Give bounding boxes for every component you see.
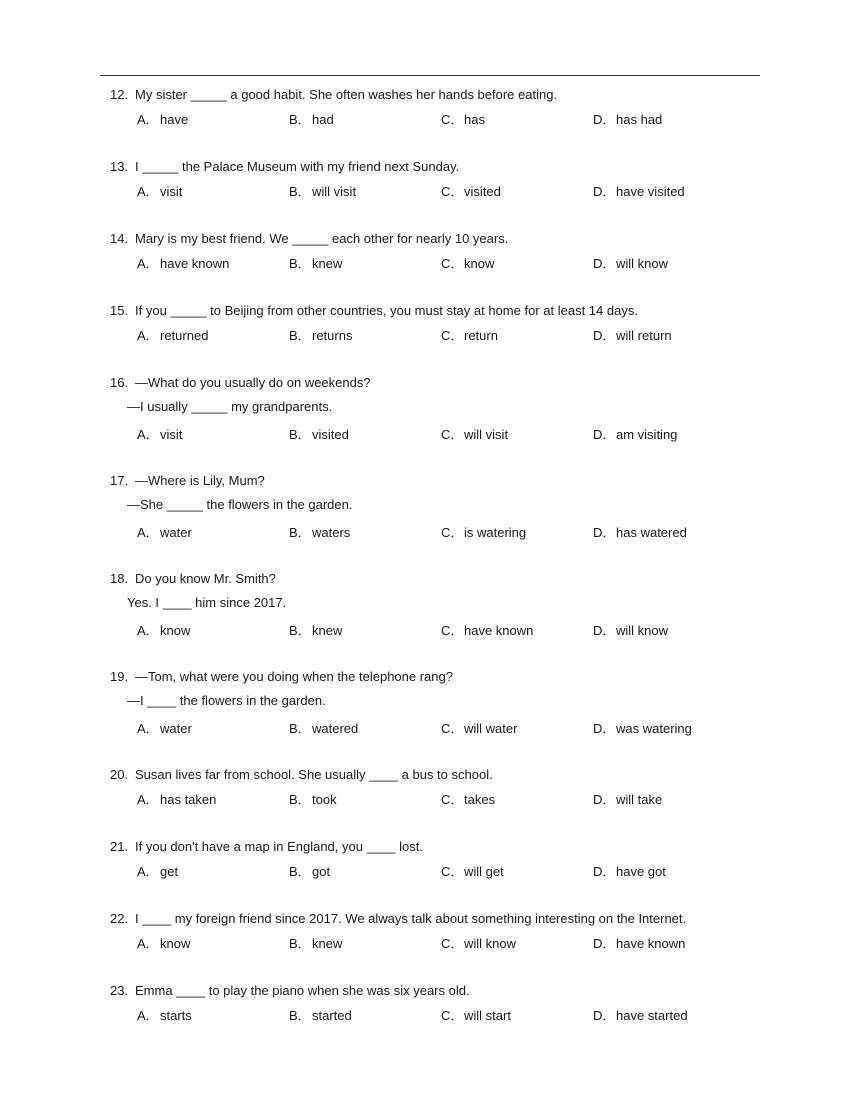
- question-stem: [110, 229, 760, 249]
- option-text: visited: [312, 427, 349, 442]
- option-text: know: [464, 256, 495, 271]
- option-text: have: [160, 112, 189, 127]
- answer-option[interactable]: [137, 420, 289, 450]
- answer-option[interactable]: [289, 420, 441, 450]
- option-letter: C．: [441, 256, 464, 271]
- option-text: took: [312, 792, 337, 807]
- header-rule: [100, 75, 760, 76]
- answer-option[interactable]: [289, 616, 441, 646]
- option-letter: B．: [289, 1008, 311, 1023]
- option-text: knew: [312, 936, 343, 951]
- option-letter: A．: [137, 721, 159, 736]
- question-number: 23.: [110, 983, 129, 998]
- answer-option[interactable]: [593, 249, 745, 279]
- option-letter: B．: [289, 721, 311, 736]
- option-text: know: [160, 623, 191, 638]
- question-stem: [110, 373, 760, 393]
- question-text: —What do you usually do on weekends?: [135, 375, 371, 390]
- question-number: 20.: [110, 767, 129, 782]
- option-letter: C．: [441, 184, 464, 199]
- answer-option[interactable]: [593, 929, 745, 959]
- answer-options: [110, 616, 760, 646]
- question-number: 21.: [110, 839, 129, 854]
- answer-option[interactable]: [137, 929, 289, 959]
- question-item: [110, 471, 760, 548]
- question-item: [110, 569, 760, 646]
- question-text: I _____ the Palace Museum with my friend next Sunday.: [135, 159, 460, 174]
- question-text: If you _____ to Beijing from other countries, you must stay at home for at least 14 days.: [135, 303, 638, 318]
- option-letter: C．: [441, 1008, 464, 1023]
- answer-option[interactable]: [441, 785, 593, 815]
- question-number: 17.: [110, 473, 129, 488]
- question-item: [110, 85, 760, 135]
- option-letter: B．: [289, 864, 311, 879]
- option-text: has: [464, 112, 485, 127]
- option-text: will get: [464, 864, 504, 879]
- option-text: know: [160, 936, 191, 951]
- option-text: will return: [616, 328, 672, 343]
- answer-options: [110, 249, 760, 279]
- question-number: 12.: [110, 87, 129, 102]
- answer-option[interactable]: [441, 105, 593, 135]
- question-stem: [110, 157, 760, 177]
- question-number: 14.: [110, 231, 129, 246]
- answer-option[interactable]: [289, 857, 441, 887]
- option-letter: D．: [593, 525, 616, 540]
- answer-option[interactable]: [289, 518, 441, 548]
- option-text: water: [160, 525, 192, 540]
- answer-options: [110, 321, 760, 351]
- option-text: will start: [464, 1008, 511, 1023]
- option-text: visited: [464, 184, 501, 199]
- option-text: return: [464, 328, 498, 343]
- answer-option[interactable]: [137, 321, 289, 351]
- option-letter: D．: [593, 721, 616, 736]
- option-text: water: [160, 721, 192, 736]
- option-text: is watering: [464, 525, 527, 540]
- dialogue-reply: —I usually _____ my grandparents.: [127, 399, 333, 414]
- question-number: 22.: [110, 911, 129, 926]
- question-item: [110, 667, 760, 744]
- option-text: knew: [312, 623, 343, 638]
- answer-option[interactable]: [593, 1001, 745, 1031]
- answer-option[interactable]: [441, 1001, 593, 1031]
- question-text: —Where is Lily, Mum?: [135, 473, 265, 488]
- option-letter: C．: [441, 721, 464, 736]
- option-letter: B．: [289, 112, 311, 127]
- answer-option[interactable]: [137, 857, 289, 887]
- option-letter: A．: [137, 525, 159, 540]
- option-letter: C．: [441, 936, 464, 951]
- answer-option[interactable]: [593, 321, 745, 351]
- option-letter: C．: [441, 623, 464, 638]
- option-letter: D．: [593, 936, 616, 951]
- answer-option[interactable]: [441, 857, 593, 887]
- answer-option[interactable]: [289, 929, 441, 959]
- option-letter: D．: [593, 1008, 616, 1023]
- question-list: [110, 85, 760, 1053]
- answer-option[interactable]: [289, 249, 441, 279]
- option-letter: A．: [137, 864, 159, 879]
- option-text: returns: [312, 328, 353, 343]
- option-letter: C．: [441, 864, 464, 879]
- option-letter: A．: [137, 256, 159, 271]
- answer-options: [110, 714, 760, 744]
- option-letter: B．: [289, 328, 311, 343]
- question-number: 15.: [110, 303, 129, 318]
- option-letter: A．: [137, 328, 159, 343]
- option-text: have known: [464, 623, 534, 638]
- option-letter: A．: [137, 184, 159, 199]
- answer-option[interactable]: [593, 518, 745, 548]
- answer-options: [110, 105, 760, 135]
- question-stem: [110, 471, 760, 491]
- option-text: have got: [616, 864, 666, 879]
- question-text: I ____ my foreign friend since 2017. We always talk about something interesting on the Internet.: [135, 911, 687, 926]
- question-number: 16.: [110, 375, 129, 390]
- option-text: starts: [160, 1008, 192, 1023]
- question-stem: [110, 837, 760, 857]
- answer-option[interactable]: [441, 714, 593, 744]
- option-text: will take: [616, 792, 663, 807]
- answer-option[interactable]: [137, 249, 289, 279]
- option-text: waters: [312, 525, 351, 540]
- option-letter: B．: [289, 623, 311, 638]
- question-stem: [110, 85, 760, 105]
- answer-option[interactable]: [441, 321, 593, 351]
- option-letter: D．: [593, 864, 616, 879]
- option-letter: C．: [441, 328, 464, 343]
- answer-option[interactable]: [441, 420, 593, 450]
- option-text: will water: [464, 721, 518, 736]
- answer-option[interactable]: [289, 177, 441, 207]
- question-text: Do you know Mr. Smith?: [135, 571, 276, 586]
- option-text: get: [160, 864, 179, 879]
- answer-option[interactable]: [289, 714, 441, 744]
- answer-options: [110, 420, 760, 450]
- question-item: [110, 157, 760, 207]
- option-text: will visit: [312, 184, 357, 199]
- question-stem: [110, 569, 760, 589]
- dialogue-reply: —I ____ the flowers in the garden.: [127, 693, 326, 708]
- option-letter: D．: [593, 256, 616, 271]
- answer-options: [110, 177, 760, 207]
- option-letter: A．: [137, 112, 159, 127]
- answer-option[interactable]: [441, 177, 593, 207]
- option-text: have visited: [616, 184, 685, 199]
- option-letter: A．: [137, 792, 159, 807]
- option-text: returned: [160, 328, 209, 343]
- question-item: [110, 373, 760, 450]
- option-letter: A．: [137, 427, 159, 442]
- answer-option[interactable]: [593, 616, 745, 646]
- question-number: 19.: [110, 669, 129, 684]
- question-item: [110, 981, 760, 1031]
- answer-option[interactable]: [441, 518, 593, 548]
- question-item: [110, 837, 760, 887]
- answer-option[interactable]: [593, 420, 745, 450]
- answer-option[interactable]: [137, 785, 289, 815]
- option-text: visit: [160, 427, 183, 442]
- option-text: am visiting: [616, 427, 678, 442]
- option-letter: D．: [593, 112, 616, 127]
- option-letter: A．: [137, 936, 159, 951]
- option-text: will know: [464, 936, 517, 951]
- answer-option[interactable]: [289, 785, 441, 815]
- answer-options: [110, 518, 760, 548]
- question-stem: [110, 765, 760, 785]
- answer-options: [110, 785, 760, 815]
- option-letter: D．: [593, 792, 616, 807]
- option-text: will know: [616, 623, 669, 638]
- option-text: have known: [160, 256, 230, 271]
- option-text: visit: [160, 184, 183, 199]
- dialogue-reply: Yes. I ____ him since 2017.: [127, 595, 287, 610]
- answer-option[interactable]: [137, 105, 289, 135]
- answer-option[interactable]: [593, 714, 745, 744]
- option-letter: B．: [289, 427, 311, 442]
- question-text: —Tom, what were you doing when the telephone rang?: [135, 669, 453, 684]
- answer-option[interactable]: [137, 518, 289, 548]
- option-letter: B．: [289, 256, 311, 271]
- option-text: has had: [616, 112, 663, 127]
- option-text: takes: [464, 792, 496, 807]
- answer-option[interactable]: [593, 177, 745, 207]
- option-letter: D．: [593, 328, 616, 343]
- option-letter: B．: [289, 184, 311, 199]
- answer-option[interactable]: [137, 616, 289, 646]
- option-text: knew: [312, 256, 343, 271]
- option-letter: C．: [441, 112, 464, 127]
- option-letter: B．: [289, 792, 311, 807]
- question-stem: [110, 667, 760, 687]
- question-text: My sister _____ a good habit. She often washes her hands before eating.: [135, 87, 558, 102]
- question-stem: [110, 301, 760, 321]
- option-text: got: [312, 864, 331, 879]
- answer-options: [110, 857, 760, 887]
- answer-option[interactable]: [137, 1001, 289, 1031]
- answer-option[interactable]: [137, 177, 289, 207]
- option-letter: C．: [441, 525, 464, 540]
- answer-option[interactable]: [593, 785, 745, 815]
- option-text: watered: [312, 721, 359, 736]
- question-text: If you don't have a map in England, you ____ lost.: [135, 839, 423, 854]
- option-text: have started: [616, 1008, 688, 1023]
- option-letter: C．: [441, 792, 464, 807]
- question-item: [110, 301, 760, 351]
- answer-option[interactable]: [441, 616, 593, 646]
- option-text: started: [312, 1008, 352, 1023]
- question-item: [110, 229, 760, 279]
- option-text: had: [312, 112, 334, 127]
- option-letter: D．: [593, 623, 616, 638]
- question-item: [110, 765, 760, 815]
- option-letter: C．: [441, 427, 464, 442]
- dialogue-reply: —She _____ the flowers in the garden.: [127, 497, 353, 512]
- question-text: Emma ____ to play the piano when she was six years old.: [135, 983, 470, 998]
- answer-options: [110, 929, 760, 959]
- question-stem: [110, 981, 760, 1001]
- answer-option[interactable]: [289, 105, 441, 135]
- question-stem: [110, 909, 760, 929]
- option-letter: A．: [137, 623, 159, 638]
- option-text: has watered: [616, 525, 687, 540]
- question-number: 13.: [110, 159, 129, 174]
- option-text: will visit: [464, 427, 509, 442]
- option-letter: A．: [137, 1008, 159, 1023]
- answer-option[interactable]: [137, 714, 289, 744]
- answer-option[interactable]: [593, 105, 745, 135]
- answer-option[interactable]: [593, 857, 745, 887]
- option-text: will know: [616, 256, 669, 271]
- option-letter: B．: [289, 525, 311, 540]
- option-letter: D．: [593, 184, 616, 199]
- option-letter: B．: [289, 936, 311, 951]
- question-text: Mary is my best friend. We _____ each other for nearly 10 years.: [135, 231, 509, 246]
- question-number: 18.: [110, 571, 129, 586]
- answer-options: [110, 1001, 760, 1031]
- answer-option[interactable]: [441, 929, 593, 959]
- option-text: have known: [616, 936, 686, 951]
- question-item: [110, 909, 760, 959]
- answer-option[interactable]: [289, 321, 441, 351]
- option-text: was watering: [616, 721, 692, 736]
- option-text: has taken: [160, 792, 217, 807]
- answer-option[interactable]: [441, 249, 593, 279]
- option-letter: D．: [593, 427, 616, 442]
- question-text: Susan lives far from school. She usually ____ a bus to school.: [135, 767, 493, 782]
- answer-option[interactable]: [289, 1001, 441, 1031]
